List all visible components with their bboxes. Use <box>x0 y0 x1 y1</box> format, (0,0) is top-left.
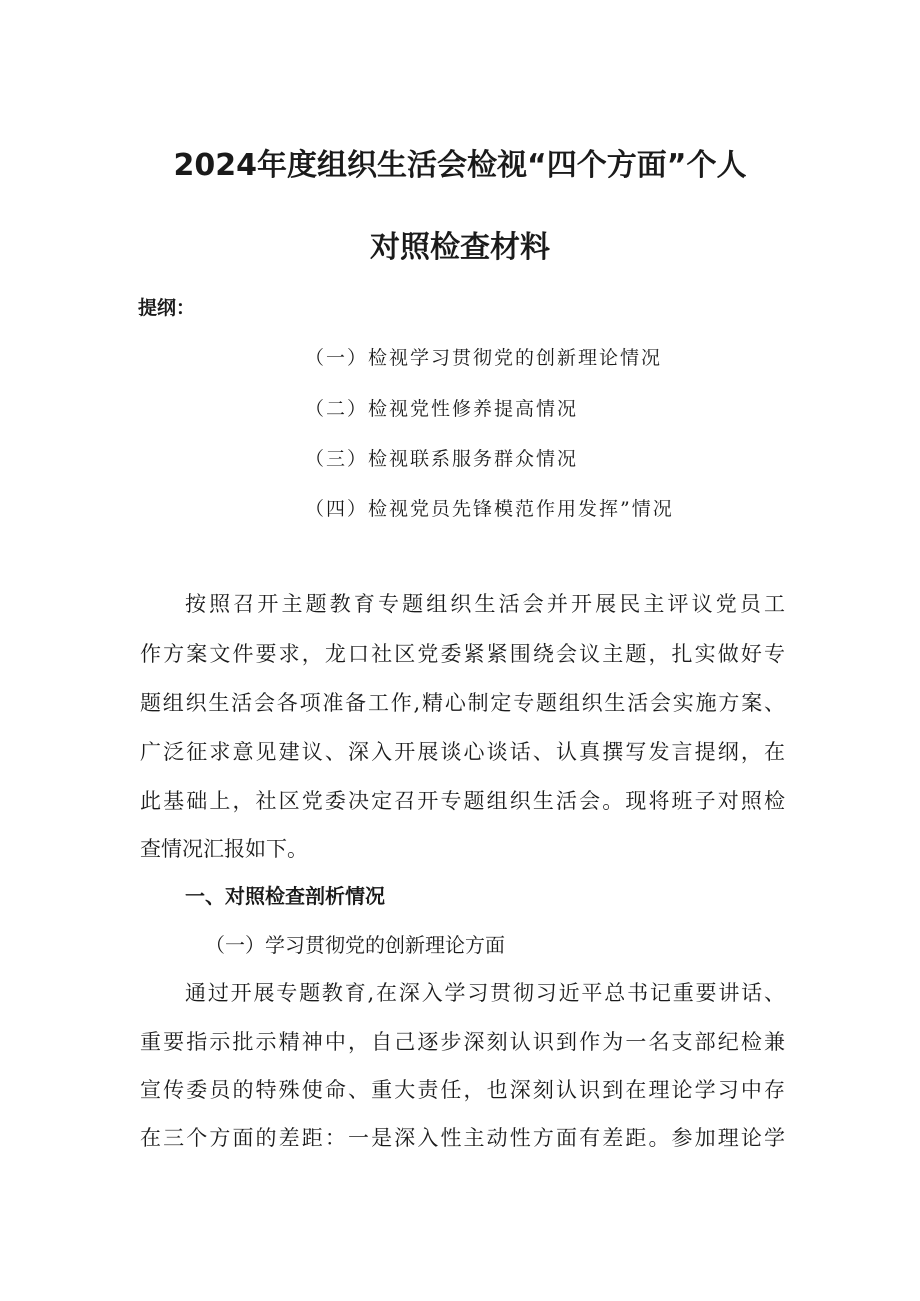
outline-item: （二）检视党性修养提高情况 <box>305 398 579 420</box>
outline-label: 提纲： <box>138 297 196 319</box>
intro-paragraph-line: 作方案文件要求，龙口社区党委紧紧围绕会议主题，扎实做好专 <box>140 642 785 666</box>
section-paragraph-line: 通过开展专题教育,在深入学习贯彻习近平总书记重要讲话、 <box>185 981 785 1005</box>
document-title-line1: 2024年度组织生活会检视“四个方面”个人 <box>173 148 747 183</box>
outline-item: （三）检视联系服务群众情况 <box>305 448 579 470</box>
intro-paragraph-line: 按照召开主题教育专题组织生活会并开展民主评议党员工 <box>185 592 785 616</box>
outline-item: （四）检视党员先锋模范作用发挥”情况 <box>305 498 674 520</box>
section-heading: 一、对照检查剖析情况 <box>185 884 385 908</box>
intro-paragraph-line: 题组织生活会各项准备工作,精心制定专题组织生活会实施方案、 <box>140 691 785 715</box>
section-paragraph-line: 宣传委员的特殊使命、重大责任，也深刻认识到在理论学习中存 <box>140 1078 785 1102</box>
intro-paragraph-line: 广泛征求意见建议、深入开展谈心谈话、认真撰写发言提纲，在 <box>140 740 785 764</box>
document-title-line2: 对照检查材料 <box>370 230 550 265</box>
intro-paragraph-line: 查情况汇报如下。 <box>140 837 308 861</box>
section-subheading: （一）学习贯彻党的创新理论方面 <box>205 933 505 957</box>
outline-item: （一）检视学习贯彻党的创新理论情况 <box>305 347 663 369</box>
intro-paragraph-line: 此基础上，社区党委决定召开专题组织生活会。现将班子对照检 <box>140 789 785 813</box>
section-paragraph-line: 在三个方面的差距：一是深入性主动性方面有差距。参加理论学 <box>140 1126 785 1150</box>
section-paragraph-line: 重要指示批示精神中，自己逐步深刻认识到作为一名支部纪检兼 <box>140 1030 785 1054</box>
